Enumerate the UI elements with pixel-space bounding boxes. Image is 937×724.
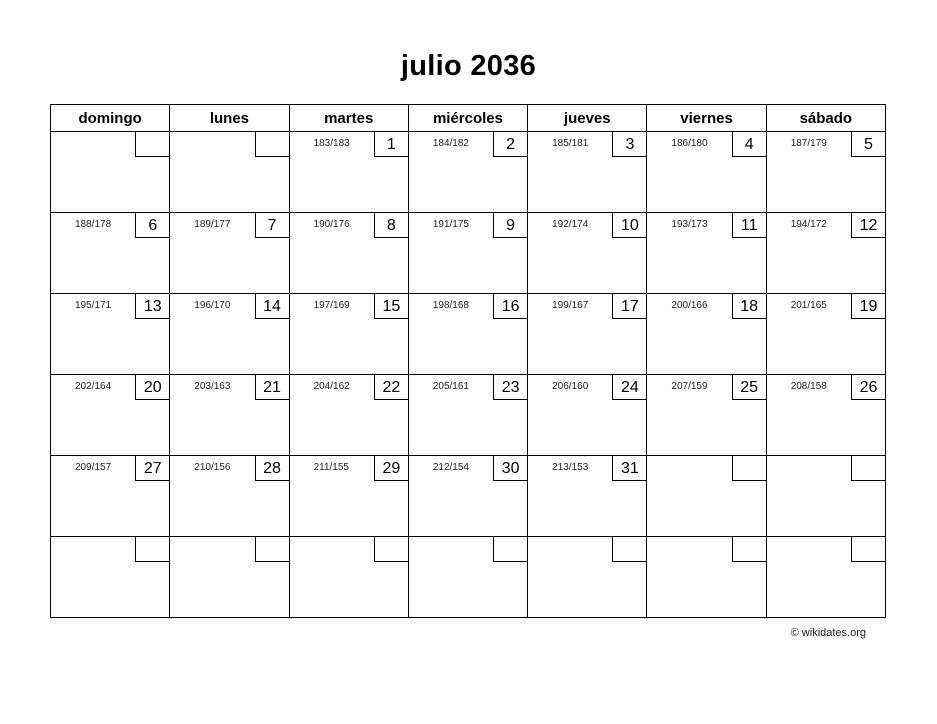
day-of-year-label: 212/154 [432,462,469,473]
weekday-header-row [51,105,886,132]
day-number [493,537,527,562]
day-number: 16 [493,294,527,319]
day-number [135,537,169,562]
day-number: 17 [612,294,646,319]
day-cell [528,294,647,375]
day-number [612,537,646,562]
day-of-year-label: 198/168 [432,300,469,311]
day-of-year-label: 192/174 [552,219,589,230]
weekday-header: domingo [51,105,170,132]
day-number: 7 [255,213,289,238]
day-cell [289,456,408,537]
day-cell [647,213,766,294]
day-of-year-label: 210/156 [194,462,231,473]
day-of-year-label: 185/181 [552,138,589,149]
day-cell [408,294,527,375]
day-cell [170,294,289,375]
day-number: 1 [374,132,408,157]
day-cell [766,375,885,456]
weekday-header: martes [289,105,408,132]
day-number: 11 [732,213,766,238]
day-number: 18 [732,294,766,319]
week-row [51,375,886,456]
day-cell [408,213,527,294]
day-of-year-label: 187/179 [790,138,827,149]
day-number: 13 [135,294,169,319]
day-cell [408,537,527,618]
day-cell [766,294,885,375]
day-number: 5 [851,132,885,157]
day-of-year-label: 189/177 [194,219,231,230]
day-number: 2 [493,132,527,157]
day-number: 15 [374,294,408,319]
day-number: 30 [493,456,527,481]
day-number [374,537,408,562]
day-of-year-label: 191/175 [432,219,469,230]
day-number: 23 [493,375,527,400]
day-number [732,537,766,562]
day-number: 20 [135,375,169,400]
day-number: 8 [374,213,408,238]
week-row [51,456,886,537]
day-cell [170,213,289,294]
day-cell [766,213,885,294]
day-of-year-label: 197/169 [313,300,350,311]
day-cell [170,456,289,537]
day-number: 10 [612,213,646,238]
day-cell [51,213,170,294]
day-cell [408,132,527,213]
day-cell [766,132,885,213]
day-cell [170,132,289,213]
day-cell [289,213,408,294]
day-number [255,132,289,157]
day-number: 22 [374,375,408,400]
day-of-year-label: 194/172 [790,219,827,230]
day-cell [51,537,170,618]
week-row [51,537,886,618]
day-number: 14 [255,294,289,319]
day-of-year-label: 201/165 [790,300,827,311]
weekday-header: viernes [647,105,766,132]
week-row [51,294,886,375]
day-cell [766,456,885,537]
day-cell [51,294,170,375]
day-of-year-label: 206/160 [552,381,589,392]
day-of-year-label: 193/173 [671,219,708,230]
day-cell [408,375,527,456]
day-of-year-label: 207/159 [671,381,708,392]
day-number: 25 [732,375,766,400]
day-cell [528,132,647,213]
day-number: 21 [255,375,289,400]
day-number [255,537,289,562]
day-of-year-label: 213/153 [552,462,589,473]
day-number: 19 [851,294,885,319]
day-of-year-label: 211/155 [313,462,349,473]
day-of-year-label: 195/171 [75,300,112,311]
day-of-year-label: 202/164 [75,381,112,392]
day-cell [647,132,766,213]
day-number: 26 [851,375,885,400]
day-of-year-label: 183/183 [313,138,350,149]
day-cell [766,537,885,618]
week-row [51,213,886,294]
calendar-title: julio 2036 [400,50,537,82]
day-cell [51,375,170,456]
day-cell [528,375,647,456]
weekday-header: miércoles [408,105,527,132]
day-of-year-label: 203/163 [194,381,231,392]
day-cell [647,537,766,618]
day-of-year-label: 205/161 [432,381,469,392]
day-number: 27 [135,456,169,481]
weekday-header: lunes [170,105,289,132]
weekday-header: jueves [528,105,647,132]
day-number [851,537,885,562]
day-of-year-label: 196/170 [194,300,231,311]
day-number: 6 [135,213,169,238]
day-cell [647,456,766,537]
day-cell [51,132,170,213]
day-of-year-label: 188/178 [75,219,112,230]
day-number: 4 [732,132,766,157]
day-cell [289,537,408,618]
day-of-year-label: 204/162 [313,381,350,392]
day-cell [289,294,408,375]
day-number: 3 [612,132,646,157]
day-of-year-label: 190/176 [313,219,350,230]
day-cell [170,537,289,618]
day-number: 24 [612,375,646,400]
day-cell [170,375,289,456]
day-number: 9 [493,213,527,238]
day-cell [51,456,170,537]
weekday-header: sábado [766,105,885,132]
day-of-year-label: 200/166 [671,300,708,311]
day-number: 31 [612,456,646,481]
day-of-year-label: 209/157 [75,462,112,473]
day-of-year-label: 199/167 [552,300,589,311]
day-number: 29 [374,456,408,481]
day-cell [528,456,647,537]
day-of-year-label: 186/180 [671,138,708,149]
day-number [732,456,766,481]
calendar-grid [50,104,886,618]
day-of-year-label: 208/158 [790,381,827,392]
day-cell [289,132,408,213]
week-row [51,132,886,213]
day-cell [528,537,647,618]
day-cell [289,375,408,456]
day-number: 28 [255,456,289,481]
day-cell [647,294,766,375]
day-of-year-label: 184/182 [432,138,469,149]
footer-credit: © wikidates.org [790,627,866,639]
day-cell [408,456,527,537]
day-cell [528,213,647,294]
day-number [851,456,885,481]
day-number: 12 [851,213,885,238]
day-number [135,132,169,157]
day-cell [647,375,766,456]
